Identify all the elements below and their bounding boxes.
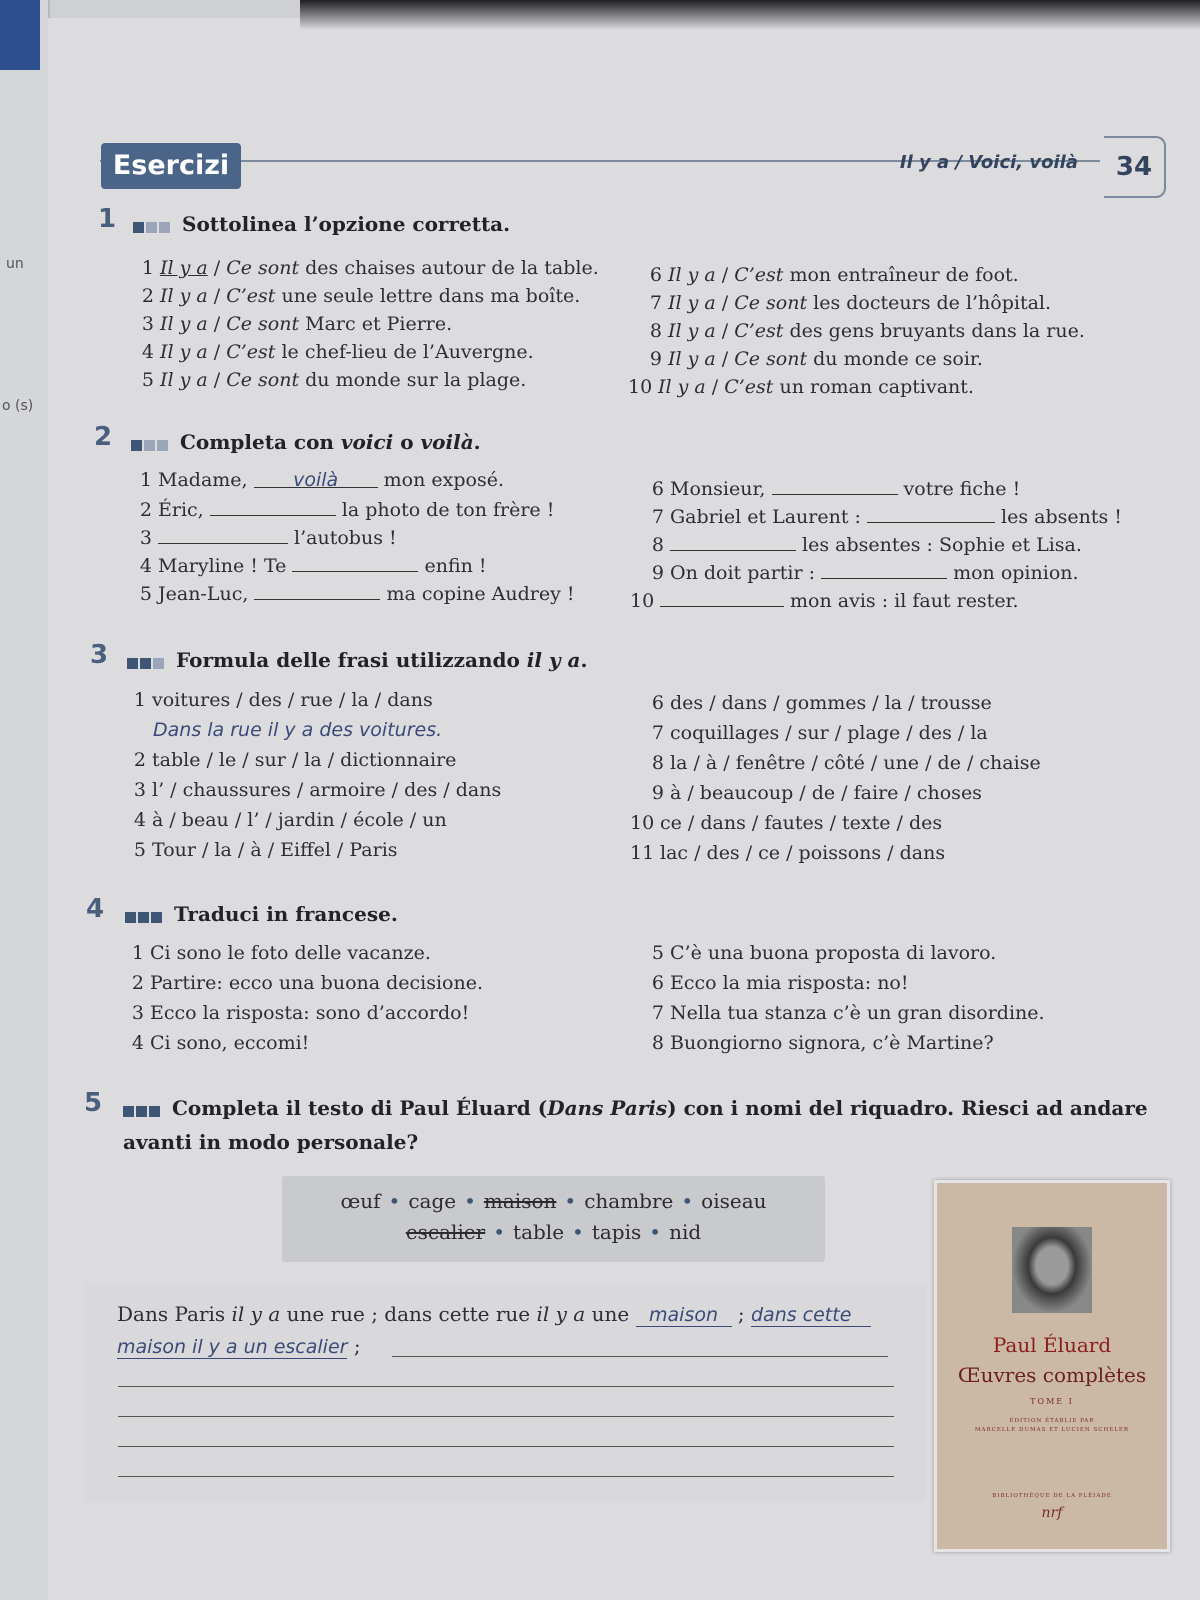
handwritten-answer: dans cette — [751, 1304, 871, 1327]
exercise-4-item: 4 Ci sono, eccomi! — [131, 1032, 310, 1054]
option-il-y-a[interactable]: Il y a — [160, 257, 208, 279]
word: chambre — [584, 1189, 674, 1213]
exercise-5-instruction-cont: avanti in modo personale? — [123, 1130, 419, 1154]
adjacent-page-fragment: o (s) — [2, 398, 34, 414]
exercise-4-item: 7 Nella tua stanza c’è un gran disordine. — [651, 1002, 1045, 1024]
answer-blank[interactable] — [158, 525, 288, 544]
answer-blank[interactable] — [660, 588, 784, 607]
option-alternative[interactable]: Ce sont — [226, 369, 300, 391]
word-crossed: maison — [483, 1189, 557, 1213]
exercise-2-instruction: Completa con voici o voilà. — [131, 430, 481, 456]
exercise-2-item: 9 On doit partir : mon opinion. — [651, 562, 1079, 584]
exercise-3-instruction: Formula delle frasi utilizzando il y a. — [127, 648, 587, 674]
word: œuf — [340, 1189, 381, 1213]
exercise-3-item: 10 ce / dans / fautes / texte / des — [630, 812, 943, 834]
word-row-1: œuf • cage • maison • chambre • oiseau — [340, 1189, 767, 1213]
exercise-1-item: 10 Il y a / C’est un roman captivant. — [628, 376, 974, 398]
answer-blank[interactable] — [670, 532, 796, 551]
option-alternative[interactable]: Ce sont — [734, 348, 808, 370]
page-number: 34 — [1104, 136, 1166, 198]
option-il-y-a[interactable]: Il y a — [160, 313, 208, 335]
exercise-1-item: 3 Il y a / Ce sont Marc et Pierre. — [141, 313, 453, 335]
exercise-1-item: 1 Il y a / Ce sont des chaises autour de la table. — [141, 257, 599, 279]
writing-line — [118, 1416, 894, 1417]
exercise-1-item: 7 Il y a / Ce sont les docteurs de l’hôpital. — [649, 292, 1052, 314]
chapter-title: Il y a / Voici, voilà — [899, 152, 1078, 173]
word-crossed: escalier — [405, 1220, 486, 1244]
book-title: Œuvres complètes — [957, 1363, 1147, 1387]
adjacent-page-color-band — [0, 0, 40, 70]
exercise-2-item: 7 Gabriel et Laurent : les absents ! — [651, 506, 1122, 528]
exercise-1-item: 4 Il y a / C’est le chef-lieu de l’Auvergne. — [141, 341, 534, 363]
exercise-3-item: 4 à / beau / l’ / jardin / école / un — [133, 809, 447, 831]
publisher-logo: nrf — [1041, 1505, 1063, 1521]
author-portrait — [1012, 1227, 1092, 1313]
exercise-2-number: 2 — [94, 422, 113, 452]
exercise-4-item: 6 Ecco la mia risposta: no! — [651, 972, 909, 994]
exercise-3-item: 3 l’ / chaussures / armoire / des / dans — [133, 779, 502, 801]
exercise-2-item: 6 Monsieur, votre fiche ! — [651, 478, 1021, 500]
exercise-3-item: 5 Tour / la / à / Eiffel / Paris — [133, 839, 398, 861]
exercise-3-item: 7 coquillages / sur / plage / des / la — [651, 722, 988, 744]
writing-line — [118, 1386, 894, 1387]
exercise-5-instruction: Completa il testo di Paul Éluard (Dans Paris) con i nomi del riquadro. Riesci ad andare — [123, 1096, 1183, 1122]
answer-blank[interactable]: voilà — [254, 469, 378, 488]
option-il-y-a[interactable]: Il y a — [668, 320, 716, 342]
exercise-3-item: 2 table / le / sur / la / dictionnaire — [133, 749, 457, 771]
exercise-1-number: 1 — [98, 204, 117, 234]
word: cage — [408, 1189, 457, 1213]
book-edition: ÉDITION ÉTABLIE PAR MARCELLE DUMAS ET LUCIEN SCHELER — [974, 1418, 1130, 1433]
exercise-3-item: 8 la / à / fenêtre / côté / une / de / chaise — [651, 752, 1041, 774]
difficulty-icon — [125, 904, 164, 928]
exercise-3-item: 11 lac / des / ce / poissons / dans — [630, 842, 946, 864]
exercise-2-item: 10 mon avis : il faut rester. — [630, 590, 1019, 612]
option-il-y-a[interactable]: Il y a — [160, 341, 208, 363]
option-alternative[interactable]: C’est — [724, 376, 774, 398]
exercise-2-item: 5 Jean-Luc, ma copine Audrey ! — [139, 583, 575, 605]
exercise-4-item: 1 Ci sono le foto delle vacanze. — [131, 942, 431, 964]
top-shadow — [300, 0, 1200, 30]
difficulty-icon — [127, 650, 166, 674]
answer-blank[interactable] — [292, 553, 418, 572]
adjacent-page-strip — [0, 0, 50, 1600]
answer-blank[interactable] — [772, 476, 898, 495]
difficulty-icon — [133, 214, 172, 238]
exercise-3-item: 9 à / beaucoup / de / faire / choses — [651, 782, 982, 804]
exercise-4-number: 4 — [86, 894, 105, 924]
exercise-5-number: 5 — [84, 1088, 103, 1118]
writing-line — [118, 1476, 894, 1477]
option-alternative[interactable]: C’est — [226, 341, 276, 363]
word-box — [282, 1176, 825, 1262]
exercise-1-instruction: Sottolinea l’opzione corretta. — [133, 212, 510, 238]
exercise-2-item: 3 l’autobus ! — [139, 527, 397, 549]
difficulty-icon — [123, 1098, 162, 1122]
option-alternative[interactable]: Ce sont — [226, 313, 300, 335]
book-author: Paul Éluard — [992, 1333, 1112, 1357]
exercise-3-number: 3 — [90, 640, 109, 670]
option-alternative[interactable]: Ce sont — [226, 257, 300, 279]
word: tapis — [591, 1220, 642, 1244]
handwritten-answer: Dans la rue il y a des voitures. — [153, 719, 443, 741]
answer-blank[interactable] — [254, 581, 380, 600]
exercise-3-item: 6 des / dans / gommes / la / trousse — [651, 692, 992, 714]
word: table — [513, 1220, 565, 1244]
word-row-2: escalier • table • tapis • nid — [405, 1220, 702, 1244]
option-il-y-a[interactable]: Il y a — [668, 292, 716, 314]
option-alternative[interactable]: C’est — [734, 264, 784, 286]
exercise-4-instruction: Traduci in francese. — [125, 902, 398, 928]
option-il-y-a[interactable]: Il y a — [658, 376, 706, 398]
option-il-y-a[interactable]: Il y a — [160, 369, 208, 391]
writing-line — [392, 1356, 888, 1357]
option-alternative[interactable]: C’est — [734, 320, 784, 342]
exercise-1-item: 2 Il y a / C’est une seule lettre dans ma boîte. — [141, 285, 581, 307]
option-il-y-a[interactable]: Il y a — [160, 285, 208, 307]
book-tome: TOME I — [1030, 1397, 1074, 1406]
option-alternative[interactable]: Ce sont — [734, 292, 808, 314]
exercise-1-item: 9 Il y a / Ce sont du monde ce soir. — [649, 348, 983, 370]
exercise-2-item: 4 Maryline ! Te enfin ! — [139, 555, 487, 577]
poem-line-2: maison il y a un escalier ; — [117, 1334, 361, 1358]
word: nid — [669, 1220, 702, 1244]
option-il-y-a[interactable]: Il y a — [668, 264, 716, 286]
answer-blank[interactable] — [210, 497, 336, 516]
answer-blank[interactable] — [821, 560, 947, 579]
writing-line — [118, 1446, 894, 1447]
handwritten-answer: maison — [636, 1304, 732, 1327]
handwritten-answer: maison il y a un escalier — [117, 1336, 348, 1358]
exercise-3-item: 1 voitures / des / rue / la / dans — [133, 689, 433, 711]
exercise-4-item: 8 Buongiorno signora, c’è Martine? — [651, 1032, 994, 1054]
exercise-4-item: 5 C’è una buona proposta di lavoro. — [651, 942, 997, 964]
option-alternative[interactable]: C’est — [226, 285, 276, 307]
exercise-2-item: 2 Éric, la photo de ton frère ! — [139, 499, 555, 521]
book-library: BIBLIOTHÈQUE DE LA PLÉIADE — [992, 1493, 1112, 1499]
exercise-4-item: 3 Ecco la risposta: sono d’accordo! — [131, 1002, 470, 1024]
exercise-4-item: 2 Partire: ecco una buona decisione. — [131, 972, 484, 994]
option-il-y-a[interactable]: Il y a — [668, 348, 716, 370]
exercise-1-item: 5 Il y a / Ce sont du monde sur la plage. — [141, 369, 527, 391]
exercise-1-item: 6 Il y a / C’est mon entraîneur de foot. — [649, 264, 1019, 286]
poem-line-1: Dans Paris il y a une rue ; dans cette rue il y a une maison ; dans cette — [117, 1302, 871, 1327]
exercise-2-item: 8 les absentes : Sophie et Lisa. — [651, 534, 1082, 556]
exercise-1-item: 8 Il y a / C’est des gens bruyants dans la rue. — [649, 320, 1085, 342]
answer-blank[interactable] — [867, 504, 995, 523]
adjacent-page-fragment: un — [6, 256, 24, 272]
exercise-2-item: 1 Madame, voilà mon exposé. — [139, 469, 504, 491]
book-cover-image — [934, 1180, 1170, 1552]
section-label: Esercizi — [101, 143, 241, 189]
difficulty-icon — [131, 432, 170, 456]
word: oiseau — [701, 1189, 767, 1213]
